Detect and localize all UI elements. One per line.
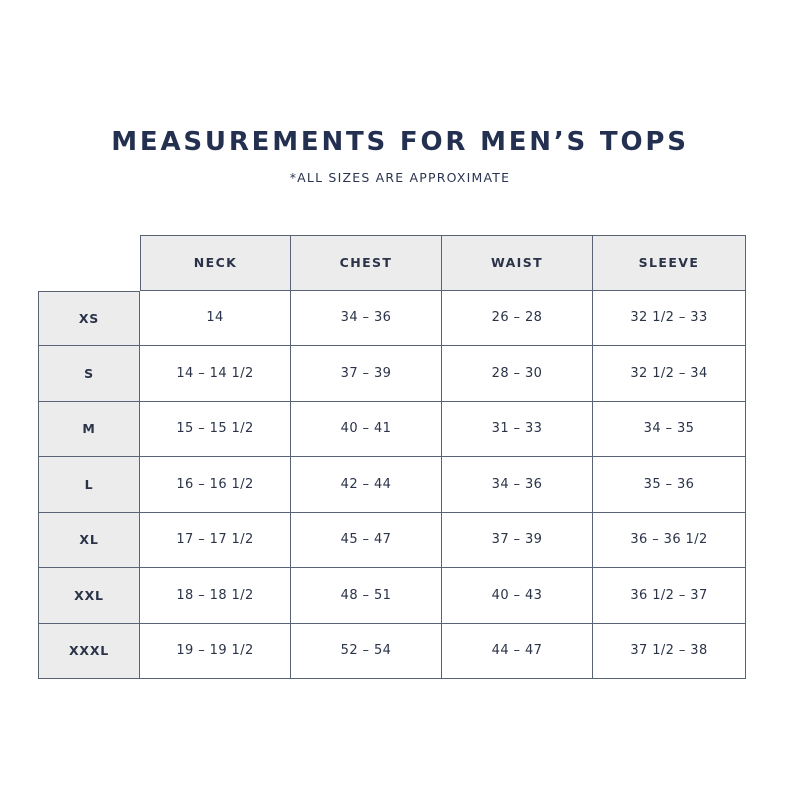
table-cell-neck: 17 – 17 1/2 — [140, 513, 291, 569]
table-cell-waist: 44 – 47 — [442, 624, 593, 680]
row-header-size: L — [38, 457, 140, 513]
table-cell-sleeve: 37 1/2 – 38 — [593, 624, 746, 680]
table-cell-waist: 34 – 36 — [442, 457, 593, 513]
table-cell-chest: 45 – 47 — [291, 513, 442, 569]
table-cell-waist: 37 – 39 — [442, 513, 593, 569]
row-header-size: S — [38, 346, 140, 402]
column-header-sleeve: SLEEVE — [593, 235, 746, 291]
table-cell-waist: 40 – 43 — [442, 568, 593, 624]
table-cell-neck: 14 — [140, 291, 291, 347]
table-cell-neck: 14 – 14 1/2 — [140, 346, 291, 402]
table-cell-neck: 15 – 15 1/2 — [140, 402, 291, 458]
table-cell-waist: 28 – 30 — [442, 346, 593, 402]
column-header-waist: WAIST — [442, 235, 593, 291]
table-cell-chest: 48 – 51 — [291, 568, 442, 624]
table-cell-chest: 52 – 54 — [291, 624, 442, 680]
table-cell-sleeve: 34 – 35 — [593, 402, 746, 458]
column-header-neck: NECK — [140, 235, 291, 291]
table-cell-chest: 40 – 41 — [291, 402, 442, 458]
table-cell-neck: 18 – 18 1/2 — [140, 568, 291, 624]
row-header-size: XXXL — [38, 624, 140, 680]
table-cell-chest: 34 – 36 — [291, 291, 442, 347]
row-header-size: XXL — [38, 568, 140, 624]
table-cell-waist: 26 – 28 — [442, 291, 593, 347]
table-cell-chest: 42 – 44 — [291, 457, 442, 513]
size-chart-table — [38, 235, 746, 679]
row-header-size: XS — [38, 291, 140, 347]
table-cell-sleeve: 32 1/2 – 33 — [593, 291, 746, 347]
table-cell-chest: 37 – 39 — [291, 346, 442, 402]
table-cell-waist: 31 – 33 — [442, 402, 593, 458]
page-title: MEASUREMENTS FOR MEN’S TOPS — [111, 127, 689, 157]
table-cell-sleeve: 36 – 36 1/2 — [593, 513, 746, 569]
table-cell-neck: 16 – 16 1/2 — [140, 457, 291, 513]
page-subtitle: *ALL SIZES ARE APPROXIMATE — [289, 170, 511, 185]
table-cell-sleeve: 36 1/2 – 37 — [593, 568, 746, 624]
table-cell-sleeve: 35 – 36 — [593, 457, 746, 513]
column-header-chest: CHEST — [291, 235, 442, 291]
table-cell-sleeve: 32 1/2 – 34 — [593, 346, 746, 402]
row-header-size: M — [38, 402, 140, 458]
table-corner — [38, 235, 140, 291]
table-cell-neck: 19 – 19 1/2 — [140, 624, 291, 680]
row-header-size: XL — [38, 513, 140, 569]
